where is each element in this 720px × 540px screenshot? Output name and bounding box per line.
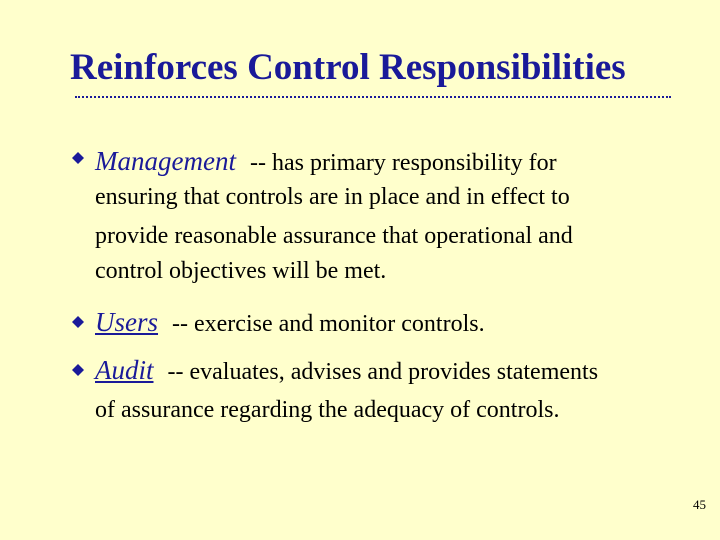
term-management: Management <box>95 146 236 176</box>
dash-separator: -- <box>249 150 266 176</box>
dash-separator: -- <box>167 359 184 385</box>
term-users: Users <box>95 307 159 337</box>
slide-title: Reinforces Control Responsibilities <box>70 47 626 88</box>
bullet-users-line-1 <box>95 307 485 339</box>
term-audit: Audit <box>95 355 154 385</box>
bullet-users-text: exercise and monitor controls. <box>194 311 485 337</box>
diamond-bullet-icon <box>72 364 84 376</box>
bullet-audit-line-2: of assurance regarding the adequacy of controls. <box>95 397 560 423</box>
bullet-management-line-2: ensuring that controls are in place and in effect to <box>95 184 570 210</box>
bullet-management-line-4: control objectives will be met. <box>95 258 387 284</box>
bullet-audit-text: evaluates, advises and provides statements <box>189 359 599 385</box>
bullet-management-line-1 <box>95 146 557 178</box>
bullet-management-line-3: provide reasonable assurance that operational and <box>95 223 573 249</box>
diamond-bullet-icon <box>72 152 84 164</box>
dash-separator: -- <box>172 311 188 337</box>
title-dotted-rule <box>75 96 671 98</box>
page-number: 45 <box>693 497 706 512</box>
bullet-management-text: has primary responsibility for <box>271 150 557 176</box>
diamond-bullet-icon <box>72 316 84 328</box>
bullet-audit-line-1 <box>95 355 598 387</box>
